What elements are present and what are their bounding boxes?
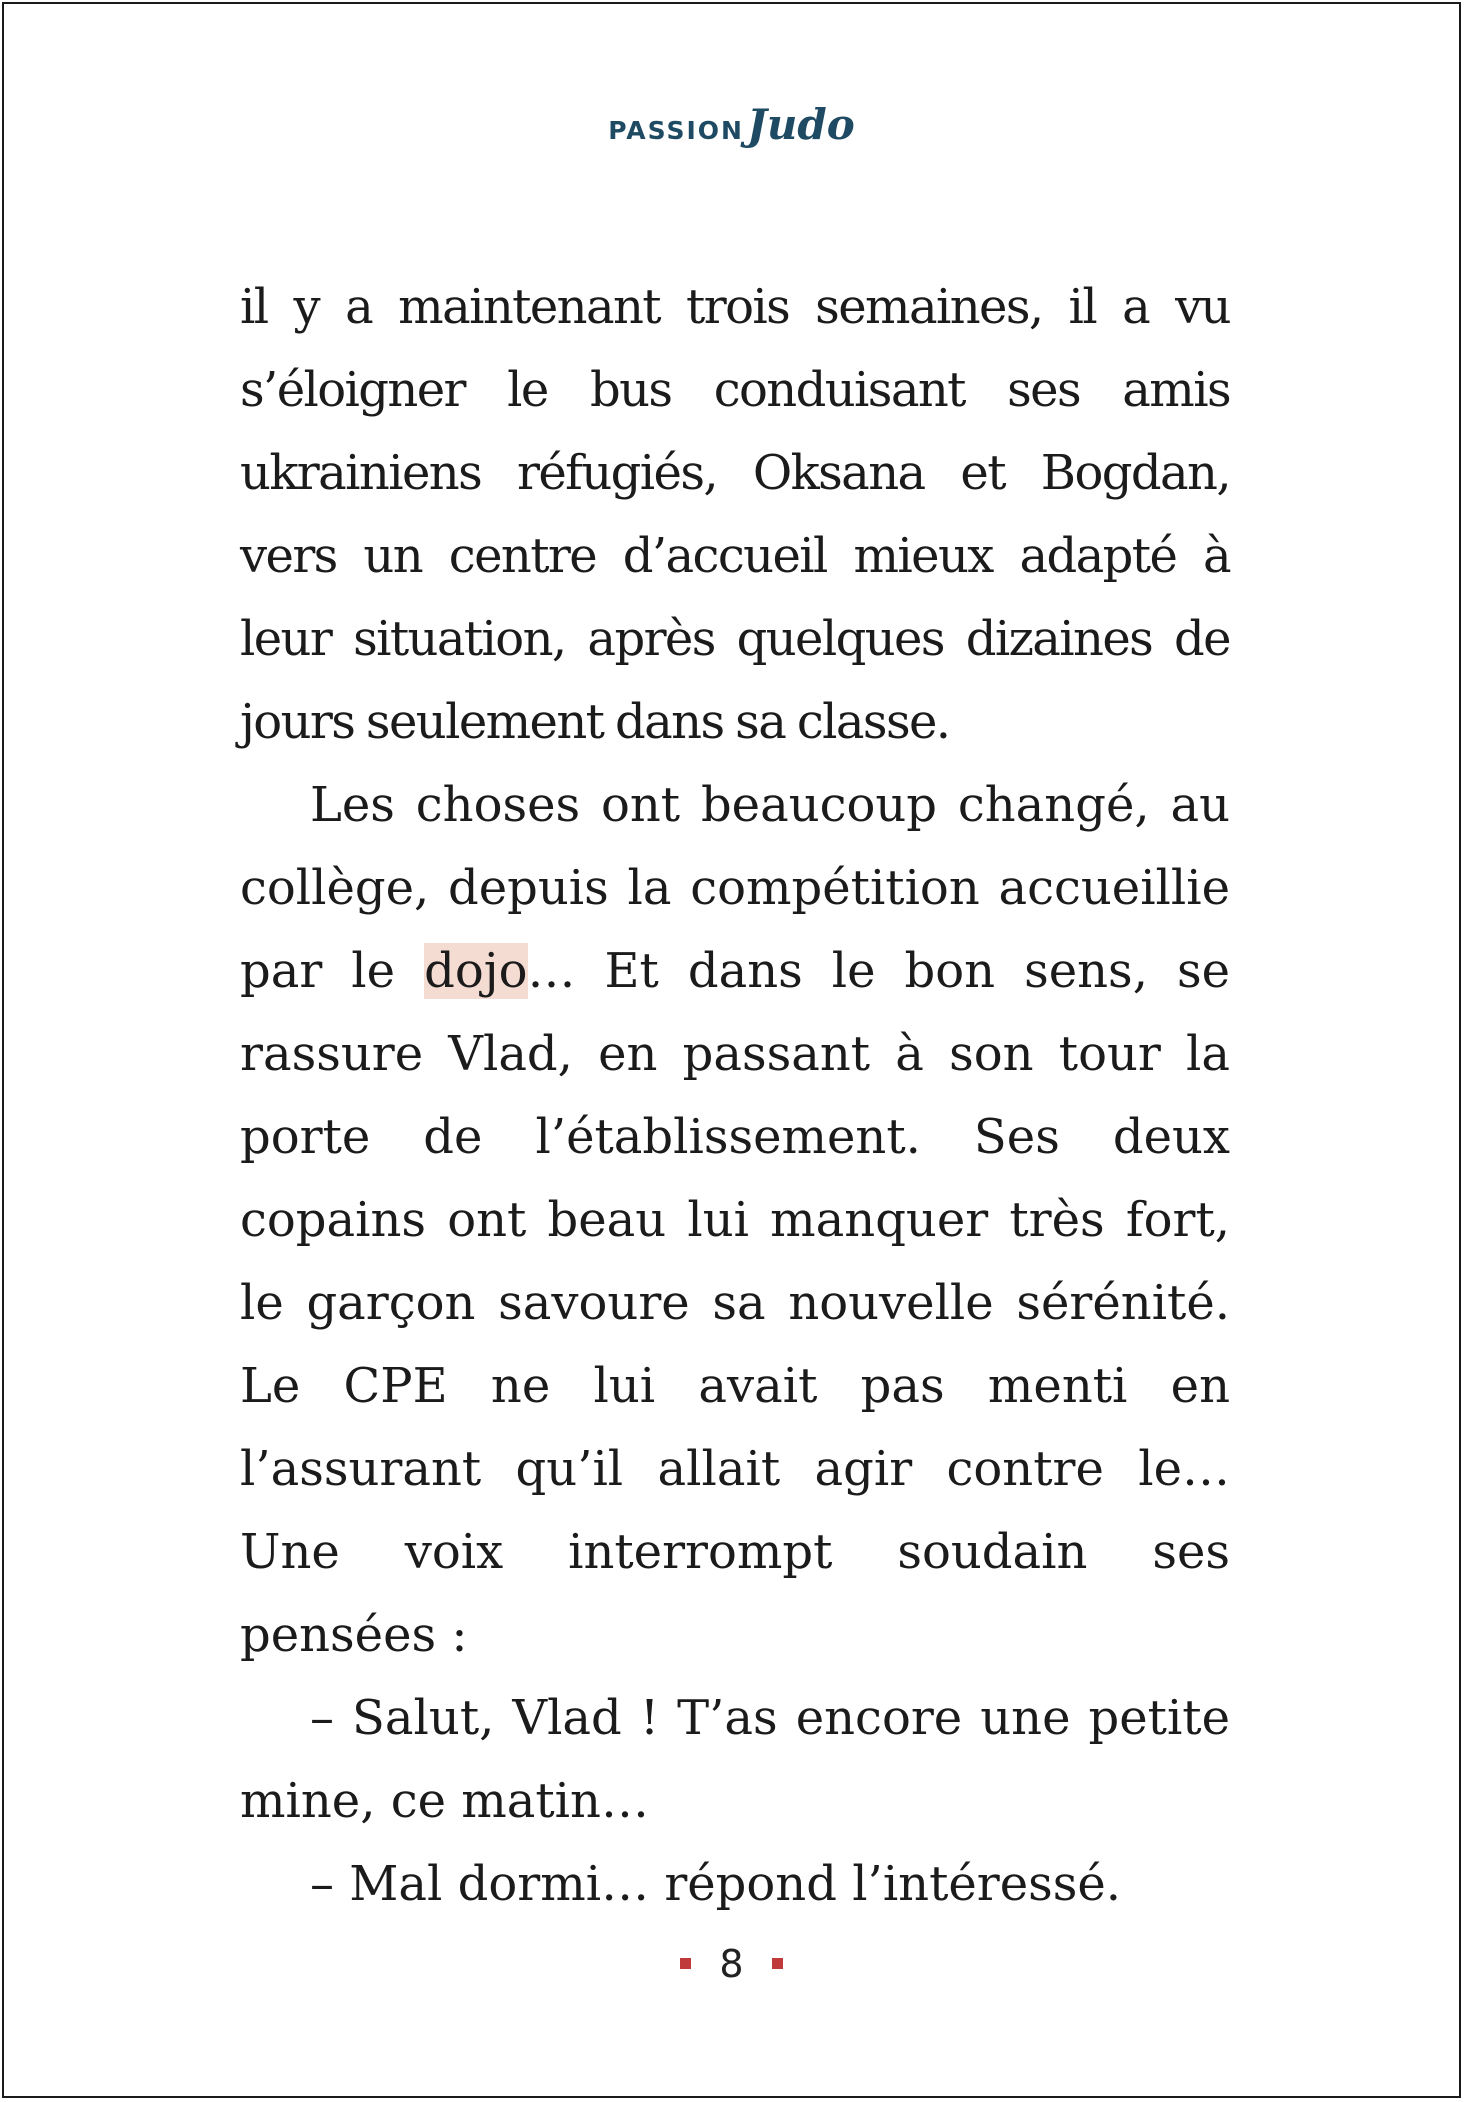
- paragraph-4: – Mal dormi… répond l’intéressé.: [310, 1856, 1122, 1912]
- paragraph-2-end: … Et dans le bon sens, se rassure Vlad, en passant à son tour la porte de l’établissement. Ses deux copains ont beau lui manquer très fort, le garçon savoure sa nouvelle sérénité. Le CPE ne lui avait pas menti en l’assurant qu’il allait agir contre le… Une voix interrompt soudain ses pensées :: [240, 943, 1231, 1663]
- brand-judo: Judo: [746, 100, 855, 149]
- footer-marker-left: [680, 1958, 691, 1969]
- page-footer: [4, 1942, 1459, 1986]
- highlighted-word: dojo: [424, 943, 528, 999]
- header-logo: [4, 100, 1459, 149]
- paragraph-2-start: Les choses ont beaucoup changé, au collège, depuis la compétition accueillie par le: [240, 777, 1230, 999]
- page-frame: [2, 2, 1461, 2098]
- brand-passion: PASSION: [608, 116, 744, 145]
- paragraph-2: [240, 764, 1230, 1677]
- page-number: 8: [719, 1942, 744, 1986]
- body-text: [240, 266, 1230, 1926]
- paragraph-1: il y a maintenant trois semaines, il a vu s’éloigner le bus conduisant ses amis ukrainiens réfugiés, Oksana et Bogdan, vers un centre d’accueil mieux adapté à leur situation, après quelques dizaines de jours seulement dans sa classe.: [240, 279, 1230, 750]
- footer-marker-right: [772, 1958, 783, 1969]
- paragraph-3: – Salut, Vlad ! T’as encore une petite mine, ce matin…: [240, 1690, 1230, 1829]
